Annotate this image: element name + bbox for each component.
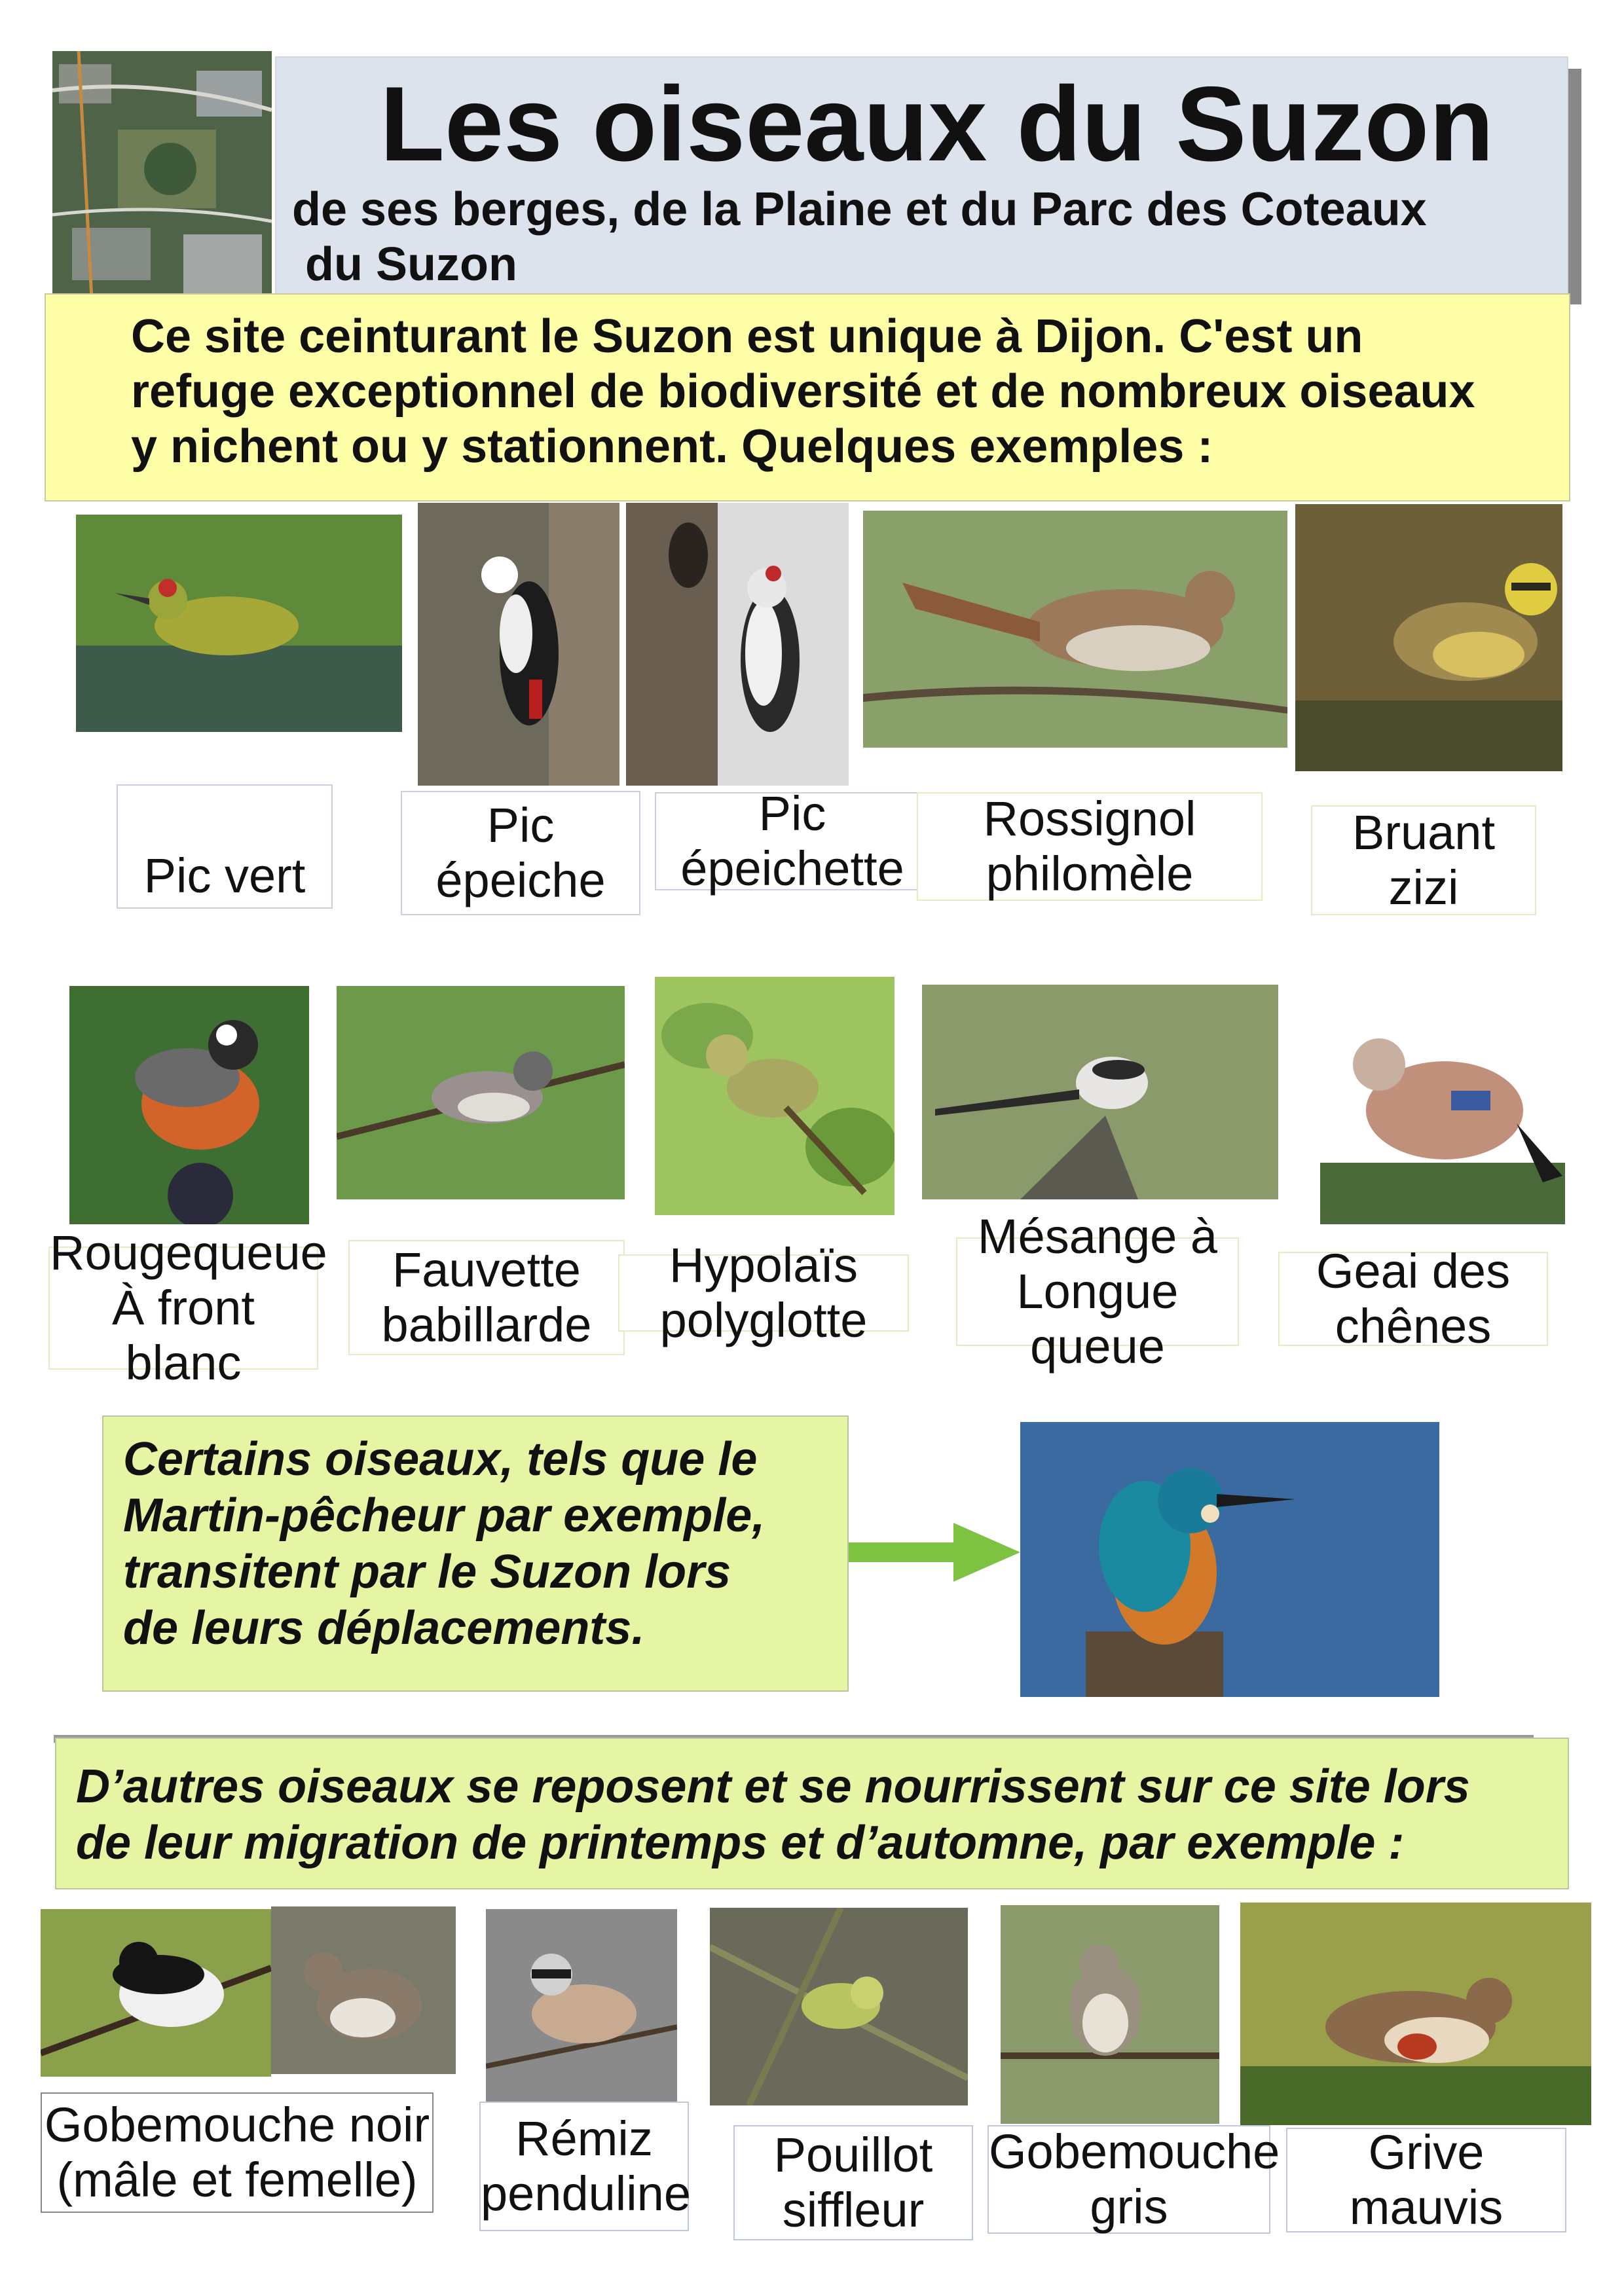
label-pic-epeichette-line-2: épeichette	[680, 841, 904, 896]
label-rossignol-line-1: Rossignol	[983, 792, 1196, 846]
label-mesange-line-2: Longue queue	[1016, 1264, 1179, 1374]
label-gobemouche-gris	[987, 2124, 1280, 2234]
migration-note-box	[55, 1738, 1569, 1889]
transit-note-box	[102, 1415, 849, 1692]
label-pic-epeichette	[655, 786, 930, 896]
label-pouillot-line-2: siffleur	[782, 2183, 925, 2237]
label-hypolais-polyglotte	[618, 1238, 909, 1347]
label-remiz-line-2: penduline	[481, 2166, 691, 2221]
label-fauvette-babillarde	[348, 1240, 625, 1355]
arrow-right-icon	[849, 1523, 1020, 1582]
photo-hypolais-polyglotte	[655, 977, 895, 1215]
migration-line-2: de leur migration de printemps et d’automne, par exemple :	[76, 1817, 1405, 1869]
subtitle-line-2: du Suzon	[292, 238, 517, 291]
page-title: Les oiseaux du Suzon	[380, 65, 1494, 183]
photo-gobemouche-noir-male	[41, 1909, 271, 2077]
label-gobemouche-noir-line-1: Gobemouche noir	[44, 2098, 430, 2152]
map-aerial-image	[52, 51, 272, 299]
label-rossignol-philomele	[917, 792, 1263, 901]
label-grive-mauvis	[1286, 2125, 1566, 2234]
label-rougequeue-line-2: À front blanc	[112, 1281, 255, 1390]
label-rougequeue	[48, 1226, 327, 1390]
label-grive-line-1: Grive	[1368, 2125, 1485, 2179]
label-pic-vert	[117, 784, 333, 909]
label-pouillot-line-1: Pouillot	[773, 2128, 933, 2182]
label-mesange-line-1: Mésange à	[977, 1209, 1218, 1264]
label-gobemouche-noir	[41, 2092, 434, 2213]
intro-line-1: Ce site ceinturant le Suzon est unique à Dijon. C'est un	[131, 310, 1363, 363]
photo-fauvette-babillarde	[337, 986, 625, 1199]
intro-line-2: refuge exceptionnel de biodiversité et de nombreux oiseaux	[131, 365, 1475, 418]
label-rougequeue-line-1: Rougequeue	[50, 1226, 327, 1280]
label-gobemouche-noir-line-2: (mâle et femelle)	[56, 2153, 418, 2207]
photo-pic-epeichette	[626, 503, 849, 786]
intro-line-3: y nichent ou y stationnent. Quelques exemples :	[131, 420, 1213, 473]
label-pic-epeiche	[401, 791, 640, 915]
migration-line-1: D’autres oiseaux se reposent et se nourrissent sur ce site lors	[76, 1760, 1470, 1813]
label-pouillot-siffleur	[733, 2125, 973, 2240]
page-subtitle	[292, 182, 1427, 292]
label-bruant-line-1: Bruant	[1352, 805, 1496, 860]
photo-martin-pecheur	[1020, 1422, 1439, 1697]
label-pic-epeiche-line-1: Pic	[487, 798, 555, 852]
photo-pouillot-siffleur	[710, 1908, 968, 2105]
label-gobemouche-gris-line-1: Gobemouche	[989, 2124, 1280, 2179]
photo-pic-epeiche	[418, 503, 619, 786]
photo-remiz-penduline	[486, 1909, 677, 2107]
label-geai-des-chenes	[1278, 1244, 1548, 1353]
label-gobemouche-gris-line-2: gris	[1090, 2179, 1168, 2234]
label-geai-line-1: Geai des	[1316, 1244, 1511, 1298]
transit-line-3: transitent par le Suzon lors	[123, 1546, 731, 1598]
label-pic-epeichette-line-1: Pic	[758, 786, 826, 841]
label-fauvette-line-2: babillarde	[381, 1298, 592, 1352]
label-rossignol-line-2: philomèle	[986, 847, 1194, 901]
photo-rossignol-philomele	[863, 511, 1287, 748]
label-geai-line-2: chênes	[1335, 1299, 1492, 1353]
subtitle-line-1: de ses berges, de la Plaine et du Parc des Coteaux	[292, 183, 1427, 236]
title-band-shadow	[1568, 69, 1581, 304]
label-fauvette-line-1: Fauvette	[392, 1243, 581, 1297]
label-bruant-zizi	[1311, 805, 1536, 915]
photo-geai-des-chenes	[1320, 986, 1565, 1224]
intro-box	[45, 293, 1570, 501]
label-hypolais-line-2: polyglotte	[659, 1293, 868, 1347]
label-remiz-penduline	[479, 2102, 689, 2231]
label-pic-epeiche-line-2: épeiche	[435, 853, 606, 907]
photo-gobemouche-noir-femelle	[271, 1906, 456, 2074]
photo-pic-vert	[76, 515, 402, 732]
photo-bruant-zizi	[1295, 504, 1562, 771]
transit-line-1: Certains oiseaux, tels que le	[123, 1433, 758, 1485]
photo-grive-mauvis	[1240, 1903, 1591, 2125]
photo-rougequeue	[69, 986, 309, 1224]
label-remiz-line-1: Rémiz	[515, 2111, 653, 2166]
label-grive-line-2: mauvis	[1349, 2180, 1504, 2234]
label-mesange-longue-queue	[956, 1209, 1239, 1374]
photo-gobemouche-gris	[1001, 1905, 1219, 2124]
transit-line-2: Martin-pêcheur par exemple,	[123, 1489, 766, 1542]
label-hypolais-line-1: Hypolaïs	[669, 1238, 858, 1292]
photo-mesange-longue-queue	[922, 985, 1278, 1199]
label-bruant-line-2: zizi	[1388, 860, 1459, 915]
transit-line-4: de leurs déplacements.	[123, 1602, 645, 1654]
label-pic-vert-line-2: Pic vert	[143, 848, 306, 903]
